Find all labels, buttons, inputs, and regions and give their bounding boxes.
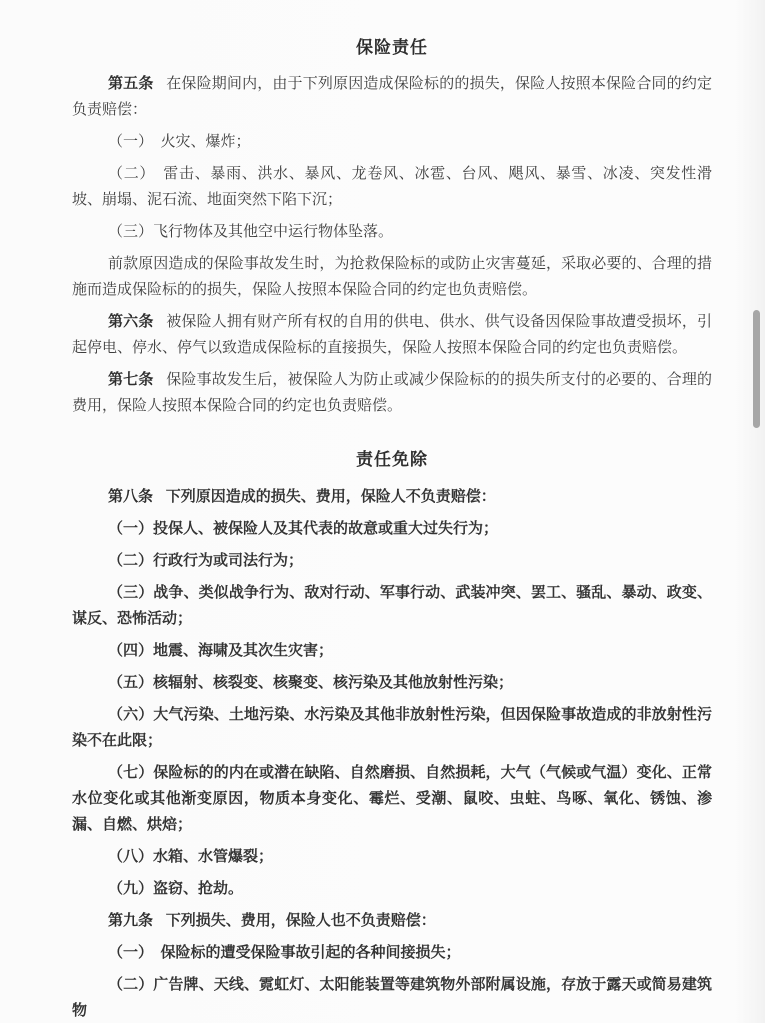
clause-6-text: 被保险人拥有财产所有权的自用的供电、供水、供气设备因保险事故遭受损坏，引起停电、停水、停气以致造成保险标的直接损失，保险人按照本保险合同的约定也负责赔偿。 [72,314,712,356]
clause-7-label: 第七条 [108,372,154,388]
clause-8-item-4: （四）地震、海啸及其次生灾害； [108,643,334,659]
clause-5-item-1: （一） 火灾、爆炸； [108,134,251,150]
clause-5-text: 在保险期间内，由于下列原因造成保险标的的损失，保险人按照本保险合同的约定负责赔偿： [72,76,712,118]
clause-7 [72,367,712,419]
clause-9-item-1: （一） 保险标的遭受保险事故引起的各种间接损失； [108,945,461,961]
clause-8-item-3: （三）战争、类似战争行为、敌对行动、军事行动、武装冲突、罢工、骚乱、暴动、政变、谋反、恐怖活动； [72,585,712,627]
clause-9 [72,908,712,934]
clause-5 [72,71,712,123]
clause-6-label: 第六条 [108,314,154,330]
clause-8-label: 第八条 [108,489,154,505]
clause-5-item-2: （二） 雷击、暴雨、洪水、暴风、龙卷风、冰雹、台风、飓风、暴雪、冰凌、突发性滑坡、崩塌、泥石流、地面突然下陷下沉； [72,166,712,208]
clause-7-text: 保险事故发生后，被保险人为防止或减少保险标的的损失所支付的必要的、合理的费用，保险人按照本保险合同的约定也负责赔偿。 [72,372,712,414]
clause-5-item-3: （三）飞行物体及其他空中运行物体坠落。 [108,224,394,240]
clause-9-text: 下列损失、费用，保险人也不负责赔偿： [165,913,436,929]
clause-8-text: 下列原因造成的损失、费用，保险人不负责赔偿： [165,489,496,505]
section-heading-liability-exclusion: 责任免除 [356,450,428,469]
clause-8-item-5: （五）核辐射、核裂变、核聚变、核污染及其他放射性污染； [108,675,514,691]
scrollbar-thumb[interactable] [753,310,760,428]
clause-9-item-2: （二）广告牌、天线、霓虹灯、太阳能装置等建筑物外部附属设施，存放于露天或简易建筑物 [72,977,712,1019]
clause-8 [72,484,712,510]
clause-8-item-8: （八）水箱、水管爆裂； [108,849,274,865]
clause-8-item-6: （六）大气污染、土地污染、水污染及其他非放射性污染，但因保险事故造成的非放射性污染不在此限； [72,707,712,749]
section-heading-insurance-liability: 保险责任 [356,38,428,57]
clause-9-label: 第九条 [108,913,154,929]
clause-5-addendum: 前款原因造成的保险事故发生时，为抢救保险标的或防止灾害蔓延，采取必要的、合理的措施而造成保险标的的损失，保险人按照本保险合同的约定也负责赔偿。 [72,256,712,298]
clause-8-item-2: （二）行政行为或司法行为； [108,553,304,569]
clause-8-item-1: （一）投保人、被保险人及其代表的故意或重大过失行为； [108,521,499,537]
clause-5-label: 第五条 [108,76,154,92]
clause-8-item-9: （九）盗窃、抢劫。 [108,881,244,897]
clause-6 [72,309,712,361]
clause-8-item-7: （七）保险标的的内在或潜在缺陷、自然磨损、自然损耗，大气（气候或气温）变化、正常水位变化或其他渐变原因，物质本身变化、霉烂、受潮、鼠咬、虫蛀、鸟啄、氧化、锈蚀、渗漏、自燃、烘焙； [72,765,712,833]
